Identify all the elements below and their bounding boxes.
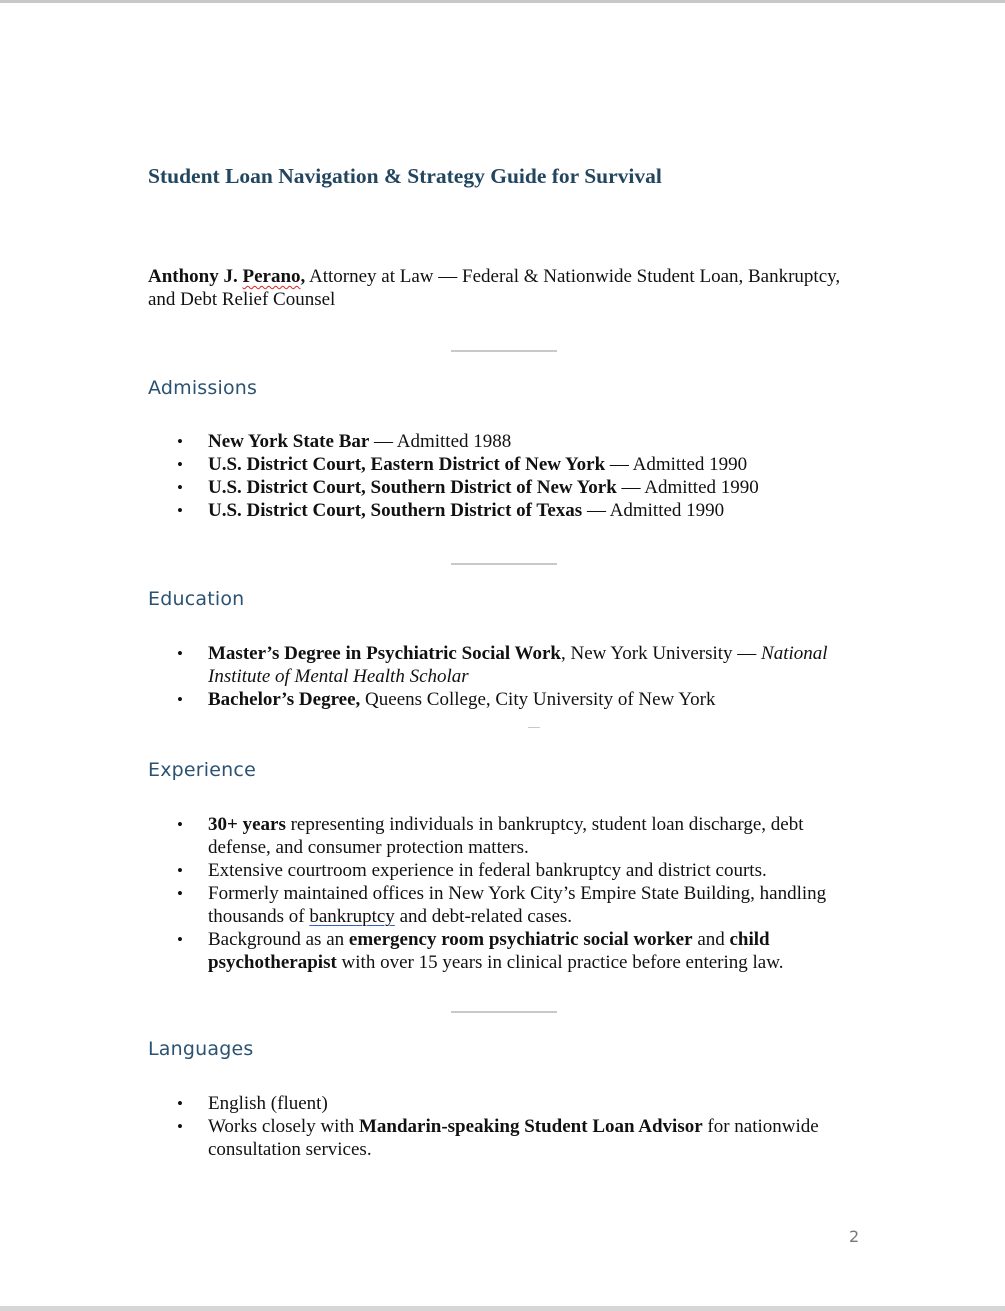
list-item bbox=[148, 1092, 868, 1115]
admission-year: — Admitted 1990 bbox=[605, 454, 748, 475]
admission-year: — Admitted 1990 bbox=[616, 477, 759, 498]
heading-experience: Experience bbox=[148, 759, 256, 781]
list-item bbox=[148, 882, 868, 928]
item-text: English (fluent) bbox=[208, 1093, 328, 1114]
honor: National Institute of Mental Health Scholar bbox=[208, 643, 828, 687]
heading-education: Education bbox=[148, 588, 245, 610]
admission-court: U.S. District Court, Southern District of Texas bbox=[208, 500, 583, 521]
institution: Queens College, City University of New York bbox=[360, 689, 716, 710]
admission-year: — Admitted 1988 bbox=[369, 431, 512, 452]
document-title: Student Loan Navigation & Strategy Guide for Survival bbox=[148, 164, 662, 188]
emphasis: child psychotherapist bbox=[208, 929, 770, 973]
section-divider bbox=[451, 350, 557, 352]
item-text: for nationwide consultation services. bbox=[208, 1116, 819, 1160]
list-item bbox=[148, 476, 868, 499]
list-item bbox=[148, 928, 868, 974]
section-divider bbox=[451, 1011, 557, 1013]
admission-court: U.S. District Court, Southern District of New York bbox=[208, 477, 617, 498]
item-text: with over 15 years in clinical practice before entering law. bbox=[336, 952, 784, 973]
item-text: Works closely with bbox=[208, 1116, 359, 1137]
item-text: Background as an bbox=[208, 929, 349, 950]
item-text: Extensive courtroom experience in federal bankruptcy and district courts. bbox=[208, 860, 767, 881]
list-item bbox=[148, 499, 868, 522]
author-name-comma: , bbox=[300, 266, 306, 287]
grammar-flagged-word[interactable]: bankruptcy bbox=[309, 906, 395, 927]
section-divider bbox=[451, 563, 557, 565]
page-number: 2 bbox=[849, 1227, 860, 1246]
list-item bbox=[148, 813, 868, 859]
list-item bbox=[148, 430, 868, 453]
admission-court: New York State Bar bbox=[208, 431, 370, 452]
languages-list bbox=[148, 1092, 868, 1161]
emphasis: emergency room psychiatric social worker bbox=[348, 929, 693, 950]
heading-languages: Languages bbox=[148, 1038, 254, 1060]
degree: Bachelor’s Degree, bbox=[208, 689, 361, 710]
page-top-edge bbox=[0, 0, 1005, 3]
author-byline bbox=[148, 265, 848, 311]
author-name-first: Anthony J. bbox=[148, 266, 243, 287]
page-bottom-edge bbox=[0, 1306, 1005, 1311]
institution: , New York University — bbox=[561, 643, 762, 664]
degree: Master’s Degree in Psychiatric Social Work bbox=[208, 643, 562, 664]
experience-list bbox=[148, 813, 868, 974]
section-divider-short bbox=[528, 727, 540, 728]
education-list bbox=[148, 642, 868, 711]
admissions-list bbox=[148, 430, 868, 522]
author-title: Attorney at Law — Federal & Nationwide Student Loan, Bankruptcy, and Debt Relief Counsel bbox=[148, 266, 841, 310]
list-item bbox=[148, 859, 868, 882]
item-text: representing individuals in bankruptcy, student loan discharge, debt defense, and consumer protection matters. bbox=[208, 814, 804, 858]
list-item bbox=[148, 1115, 868, 1161]
emphasis: 30+ years bbox=[208, 814, 286, 835]
item-text: and debt-related cases. bbox=[394, 906, 573, 927]
admission-court: U.S. District Court, Eastern District of New York bbox=[208, 454, 606, 475]
item-text: Formerly maintained offices in New York City’s Empire State Building, handling thousands of bbox=[208, 883, 827, 927]
admission-year: — Admitted 1990 bbox=[582, 500, 725, 521]
item-text: and bbox=[692, 929, 730, 950]
emphasis: Mandarin-speaking Student Loan Advisor bbox=[358, 1116, 703, 1137]
list-item bbox=[148, 688, 868, 711]
author-name-last-spellcheck[interactable]: Perano bbox=[242, 266, 301, 287]
heading-admissions: Admissions bbox=[148, 377, 258, 399]
list-item bbox=[148, 642, 868, 688]
list-item bbox=[148, 453, 868, 476]
